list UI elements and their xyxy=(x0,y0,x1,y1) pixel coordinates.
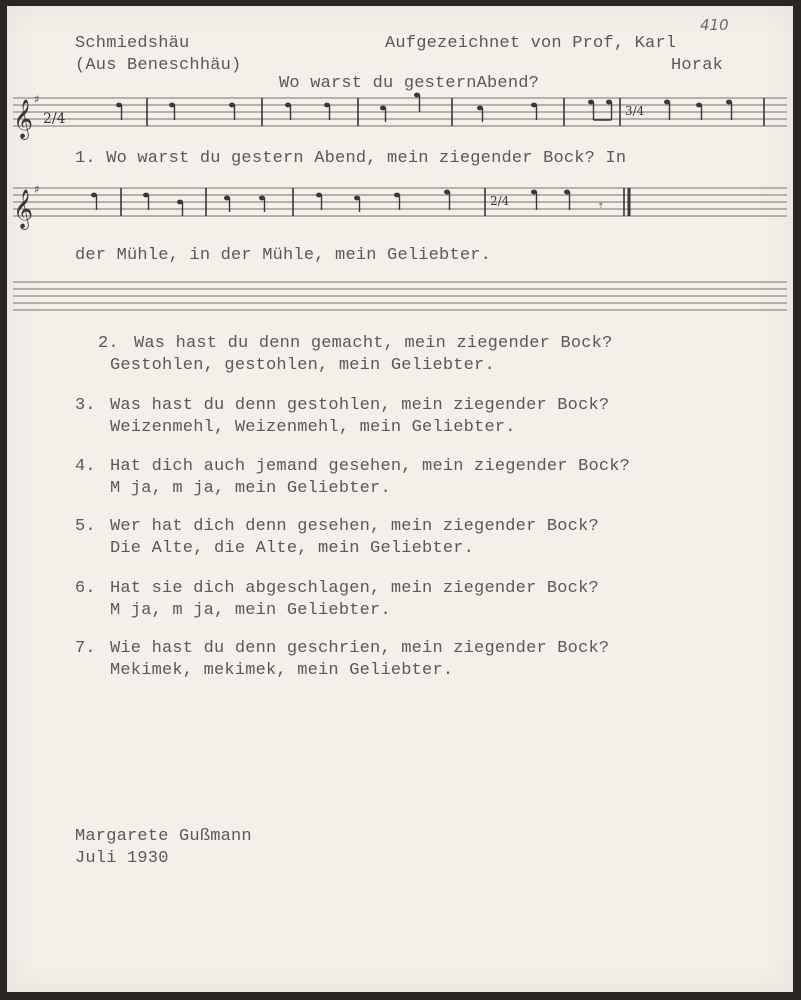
lyric-line-1: 1. Wo warst du gestern Abend, mein ziegender Bock? In xyxy=(75,149,627,168)
verse-line: Was hast du denn gestohlen, mein ziegender Bock? xyxy=(110,396,610,415)
sharp-icon: ♯ xyxy=(34,183,40,196)
author-name: Margarete Gußmann xyxy=(75,827,252,846)
verse-line: Wer hat dich denn gesehen, mein ziegender Bock? xyxy=(110,517,599,536)
verse-line: Die Alte, die Alte, mein Geliebter. xyxy=(110,539,475,558)
verse-line: Hat dich auch jemand gesehen, mein ziegender Bock? xyxy=(110,457,631,476)
verse-line: Hat sie dich abgeschlagen, mein ziegender Bock? xyxy=(110,579,599,598)
recorded-by: Aufgezeichnet von Prof, Karl xyxy=(385,34,677,53)
rest-icon: 𝄾 xyxy=(599,198,603,214)
verse-line: Was hast du denn gemacht, mein ziegender Bock? xyxy=(134,334,613,353)
verse-number: 5. xyxy=(75,517,96,536)
verse-line: M ja, m ja, mein Geliebter. xyxy=(110,479,391,498)
recorded-by-name: Horak xyxy=(671,56,724,75)
verse-number: 2. xyxy=(98,334,119,353)
place-origin: (Aus Beneschhäu) xyxy=(75,56,242,75)
sharp-icon: ♯ xyxy=(34,93,40,106)
verse-number: 3. xyxy=(75,396,96,415)
verse-line: Mekimek, mekimek, mein Geliebter. xyxy=(110,661,454,680)
music-staff-2 xyxy=(7,178,793,238)
verse-number: 7. xyxy=(75,639,96,658)
lyric-line-2: der Mühle, in der Mühle, mein Geliebter. xyxy=(75,246,492,265)
document-sheet xyxy=(7,6,793,992)
music-staff-1 xyxy=(7,88,793,148)
empty-staff xyxy=(7,272,793,317)
date: Juli 1930 xyxy=(75,849,169,868)
place-name: Schmiedshäu xyxy=(75,34,190,53)
time-signature: 3/4 xyxy=(625,104,645,118)
staff-lines xyxy=(13,98,787,126)
time-signature: 2/4 xyxy=(43,111,66,127)
verse-line: Wie hast du denn geschrien, mein ziegender Bock? xyxy=(110,639,610,658)
song-title: Wo warst du gesternAbend? xyxy=(279,74,540,93)
verse-number: 6. xyxy=(75,579,96,598)
verse-line: M ja, m ja, mein Geliebter. xyxy=(110,601,391,620)
treble-clef-icon: 𝄞 xyxy=(13,99,34,139)
verse-number: 4. xyxy=(75,457,96,476)
treble-clef-icon: 𝄞 xyxy=(13,189,34,229)
page-number: 410 xyxy=(700,16,729,34)
verse-line: Weizenmehl, Weizenmehl, mein Geliebter. xyxy=(110,418,516,437)
time-signature: 2/4 xyxy=(490,194,510,208)
verse-line: Gestohlen, gestohlen, mein Geliebter. xyxy=(110,356,495,375)
